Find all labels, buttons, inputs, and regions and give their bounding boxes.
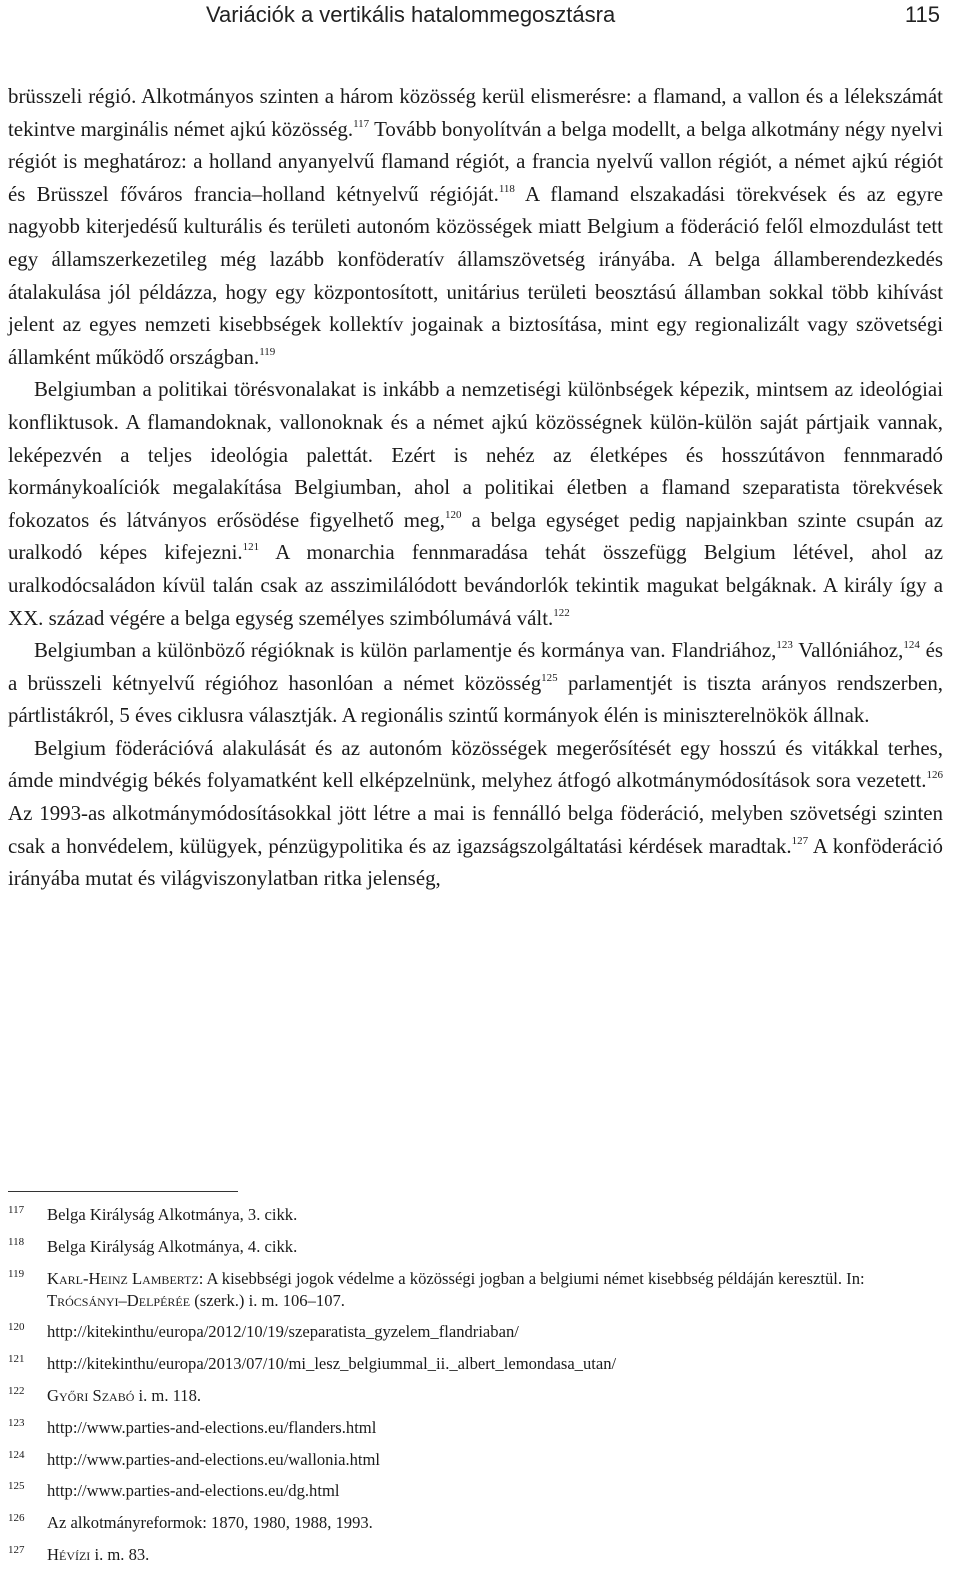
footnote-ref[interactable]: 121 <box>242 541 260 554</box>
footnote-number: 117 <box>8 1204 25 1216</box>
footnote-ref[interactable]: 123 <box>776 639 793 652</box>
footnote-link[interactable]: http://kitekinthu/europa/2013/07/10/mi_lesz_belgiummal_ii._albert_lemondasa_utan/ <box>47 1354 617 1374</box>
footnote-number: 118 <box>8 1235 25 1248</box>
paragraph: Belgiumban a politikai törésvonalakat is inkább a nemzetiségi különbségek képezik, mintsem az ideológiai konfliktusok. A flamandoknak, vallonoknak és a német ajkú közösségnek külön-külön saját pártjaik vannak, leképezvén a teljes ideológia palettát. Ezért is nehéz az életképes és hosszútávon fennmaradó kormánykoalíciók megalakítása Belgiumban, ahol a politikai életben a flamand szeparatista törekvések fokozatos és látványos erősödése figyelhető meg,$^{120}$ a belga egységet pedig napjainkban szinte csupán az uralkodó képes kifejezni.$^{121}$ A monarchia fennmaradása tehát összefügg Belgium létével, ahol az uralkodócsaládon kívül talán csak az asszimilálódott bevándorlók tekintik magukat belgáknak. A király így a XX. század végére a belga egység személyes szimbólumává vált.$^{122}$ <box>8 377 943 630</box>
footnote <box>8 1480 943 1502</box>
footnote-ref[interactable]: 124 <box>903 639 920 652</box>
footnote-number: 124 <box>8 1448 25 1461</box>
footnote <box>8 1268 943 1312</box>
footnote <box>8 1236 943 1258</box>
footnote-number: 119 <box>8 1267 25 1280</box>
body-text <box>8 80 943 895</box>
footnote-text: Az alkotmányreformok: 1870, 1980, 1988, 1993. <box>47 1513 373 1533</box>
footnote-number: 126 <box>8 1512 25 1525</box>
footnote-number: 122 <box>8 1384 25 1397</box>
footnote-author: Karl-Heinz Lambertz <box>47 1268 199 1288</box>
footnote-text: Belga Királyság Alkotmánya, 4. cikk. <box>47 1236 298 1256</box>
footnote <box>8 1449 943 1471</box>
footnote <box>8 1417 943 1439</box>
footnote-text: Hévízi i. m. 83. <box>47 1544 150 1564</box>
footnote-ref[interactable]: 127 <box>791 834 809 847</box>
footnote-number: 123 <box>8 1416 25 1429</box>
footnote-link[interactable]: http://kitekinthu/europa/2012/10/19/szeparatista_gyzelem_flandriaban/ <box>47 1322 519 1342</box>
footnote <box>8 1512 943 1534</box>
page-number: 115 <box>904 2 940 27</box>
footnote-number: 120 <box>8 1321 25 1334</box>
footnotes <box>8 1204 943 1576</box>
footnote-editors: Trócsányi–Delpérée <box>47 1290 191 1310</box>
footnote-ref[interactable]: 125 <box>541 671 558 684</box>
running-title: Variációk a vertikális hatalommegosztásra <box>206 2 616 27</box>
footnote-ref[interactable]: 117 <box>353 117 370 130</box>
footnote <box>8 1321 943 1343</box>
footnote <box>8 1544 943 1566</box>
paragraph: Belgium föderációvá alakulását és az autonóm közösségek megerősítését egy hosszú és vitákkal terhes, ámde mindvégig békés folyamatként kell elképzelnünk, melyhez átfogó alkotmánymódosítások sora vezetett.$^{126}$ Az 1993-as alkotmánymódosításokkal jött létre a mai is fennálló belga föderáció, melyben szövetségi szinten csak a honvédelem, külügyek, pénzügypolitika és az igazságszolgáltatási kérdések maradtak.$^{127}$ A konföderáció irányába mutat és világviszonylatban ritka jelenség, <box>8 735 943 891</box>
running-header <box>0 0 960 36</box>
footnote-number: 121 <box>8 1353 25 1366</box>
footnote-text: Karl-Heinz Lambertz: A kisebbségi jogok védelme a közösségi jogban a belgiumi német kisebbség példáján keresztül. In: Trócsányi–Delpérée (szerk.) i. m. 106–107. <box>47 1268 865 1310</box>
footnote-number: 125 <box>8 1480 25 1493</box>
footnote <box>8 1385 943 1407</box>
footnote-author: Hévízi <box>47 1544 91 1564</box>
footnote-text: Győri Szabó i. m. 118. <box>47 1385 202 1405</box>
paragraph: brüsszeli régió. Alkotmányos szinten a három közösség kerül elismerésre: a flamand, a vallon és a lélekszámát tekintve marginális német ajkú közösség.$^{117}$ Tovább bonyolítván a belga modellt, a belga alkotmány négy nyelvi régiót is meghatároz: a holland anyanyelvű flamand régiót, a francia nyelvű vallon régiót, a német ajkú régiót és Brüsszel főváros francia–holland kétnyelvű régióját.$^{118}$ A flamand elszakadási törekvések és az egyre nagyobb kiterjedésű kulturális és területi autonóm közösségek miatt Belgium a föderáció felől elmozdulást tett egy államszerkezetileg még lazább konföderatív államszövetség irányába. A belga államberendezkedés átalakulása jól példázza, hogy egy központosított, unitárius területi beosztású államban sokkal több kihívást jelent az egyes nemzeti kisebbségek kollektív jogainak a biztosítása, mint egy regionalizált vagy szövetségi államként működő országban.$^{119}$ <box>8 84 943 369</box>
footnote-divider <box>8 1191 238 1192</box>
footnote <box>8 1353 943 1375</box>
footnote-ref[interactable]: 119 <box>259 345 276 358</box>
footnote-ref[interactable]: 118 <box>498 182 515 195</box>
footnote-author: Győri Szabó <box>47 1385 135 1405</box>
footnote <box>8 1204 943 1226</box>
footnote-number: 127 <box>8 1543 25 1556</box>
footnote-link[interactable]: http://www.parties-and-elections.eu/wallonia.html <box>47 1449 381 1469</box>
footnote-ref[interactable]: 122 <box>553 606 570 619</box>
paragraph: Belgiumban a különböző régióknak is külön parlamentje és kormánya van. Flandriához,$^{123}$ Vallóniához,$^{124}$ és a brüsszeli kétnyelvű régióhoz hasonlóan a német közösség$^{125}$ parlamentjét is tiszta arányos rendszerben, pártlistákról, 5 éves ciklusra választják. A regionális szintű kormányok élén is miniszterelnökök állnak. <box>8 638 943 728</box>
footnote-link[interactable]: http://www.parties-and-elections.eu/flanders.html <box>47 1417 377 1437</box>
footnote-text: Belga Királyság Alkotmánya, 3. cikk. <box>47 1205 298 1224</box>
footnote-ref[interactable]: 120 <box>445 508 462 521</box>
footnote-ref[interactable]: 126 <box>926 769 943 782</box>
footnote-link[interactable]: http://www.parties-and-elections.eu/dg.html <box>47 1481 340 1501</box>
